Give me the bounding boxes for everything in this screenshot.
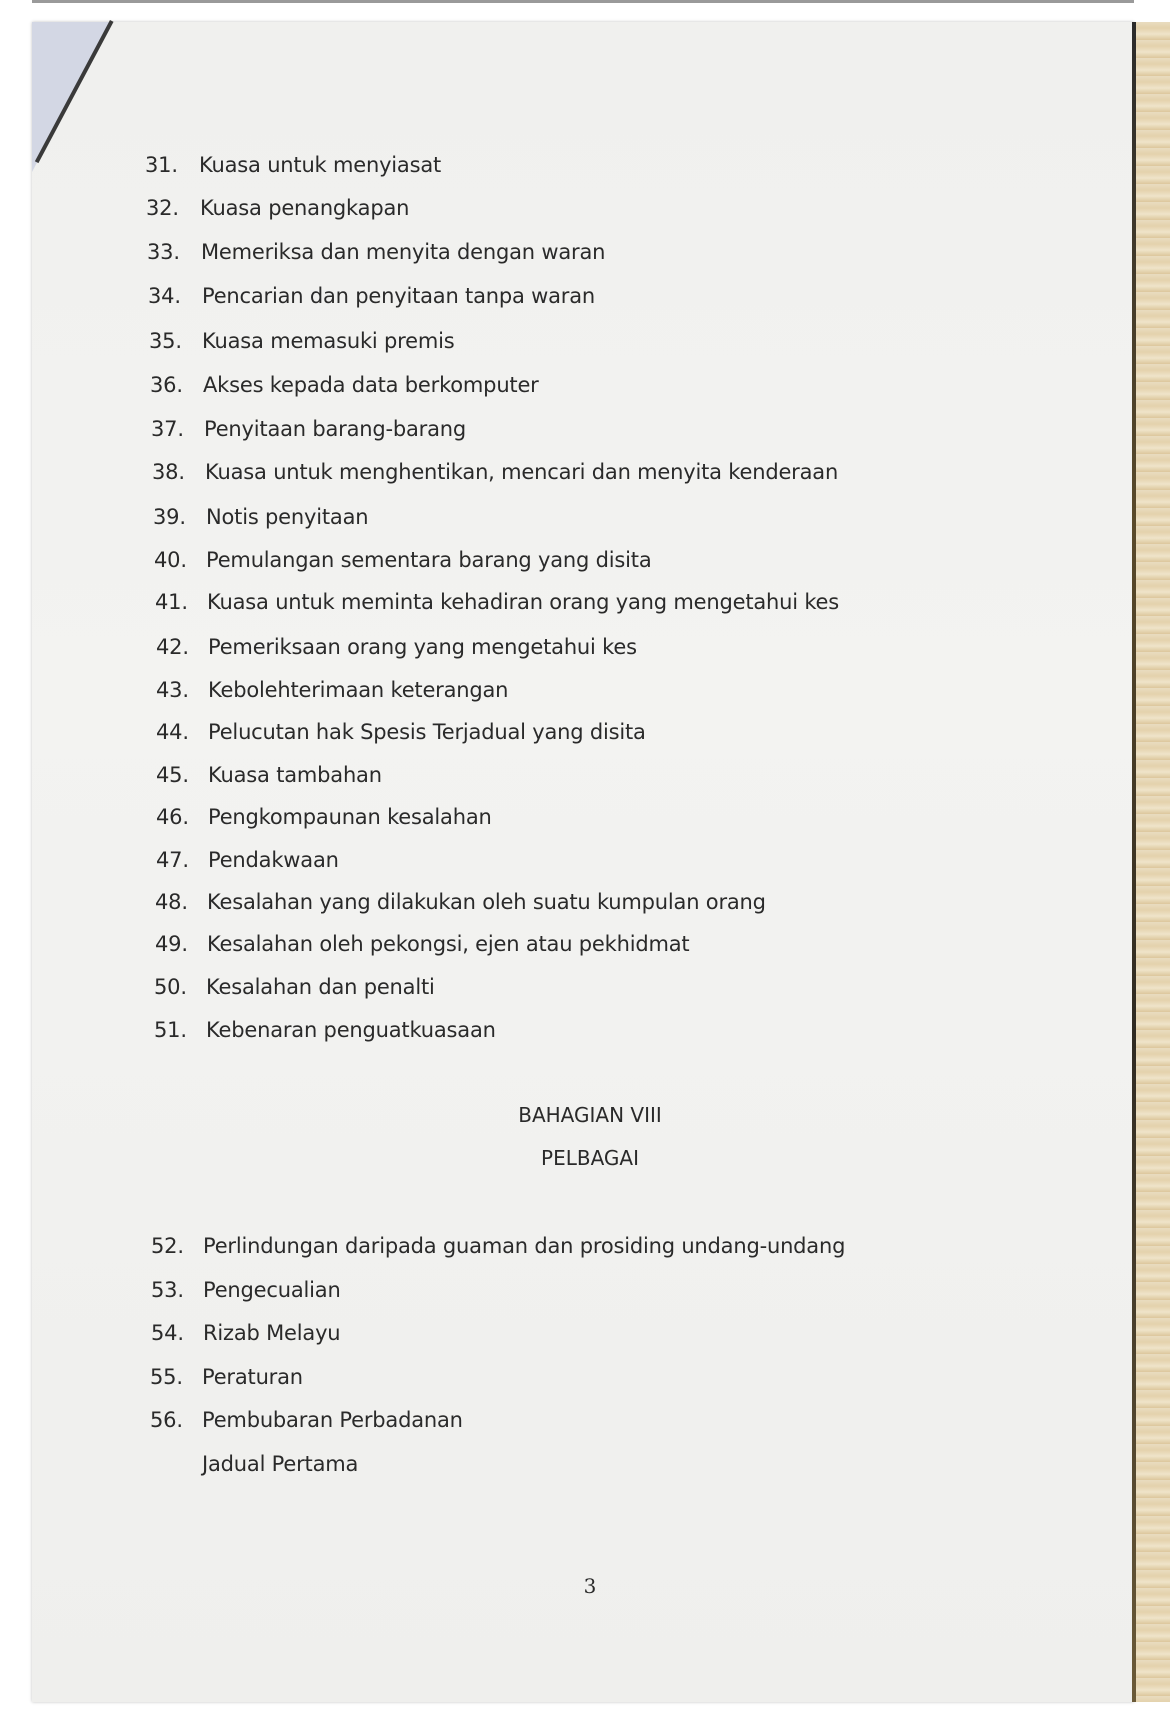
entry-number: 56. [150, 1408, 183, 1432]
entry-number: 51. [154, 1018, 187, 1042]
entry-title: Pencarian dan penyitaan tanpa waran [202, 284, 595, 308]
entry-number: 36. [150, 373, 183, 397]
entry-number: 31. [145, 153, 178, 177]
entry-number: 34. [148, 284, 181, 308]
entry-title: Pemeriksaan orang yang mengetahui kes [208, 635, 637, 659]
entry-title: Kuasa untuk menghentikan, mencari dan menyita kenderaan [205, 460, 839, 484]
entry-title: Pengecualian [203, 1278, 341, 1302]
entry-number: 37. [151, 417, 184, 441]
entry-title: Kuasa untuk meminta kehadiran orang yang mengetahui kes [207, 590, 840, 614]
entry-title: Kuasa penangkapan [200, 196, 410, 220]
entry-title: Perlindungan daripada guaman dan prosiding undang-undang [203, 1234, 846, 1258]
entry-title: Kesalahan dan penalti [206, 975, 435, 999]
entry-number: 49. [155, 932, 188, 956]
entry-title: Memeriksa dan menyita dengan waran [201, 240, 606, 264]
entry-title: Penyitaan barang-barang [204, 417, 467, 441]
entry-number: 41. [155, 590, 188, 614]
entry-number: 44. [156, 720, 189, 744]
entry-number: 32. [146, 196, 179, 220]
entry-title: Rizab Melayu [203, 1321, 341, 1345]
part-title: PELBAGAI [541, 1146, 639, 1170]
entry-title: Pengkompaunan kesalahan [208, 805, 492, 829]
entry-title: Pembubaran Perbadanan [202, 1408, 463, 1432]
entry-title: Pendakwaan [208, 848, 339, 872]
entry-number: 54. [151, 1321, 184, 1345]
entry-number: 35. [149, 329, 182, 353]
entry-number: 50. [154, 975, 187, 999]
entry-title: Kebolehterimaan keterangan [208, 678, 509, 702]
entry-title: Akses kepada data berkomputer [203, 373, 539, 397]
entry-number: 39. [153, 505, 186, 529]
entry-number: 47. [156, 848, 189, 872]
entry-title: Kesalahan oleh pekongsi, ejen atau pekhidmat [207, 932, 690, 956]
entry-title: Kesalahan yang dilakukan oleh suatu kumpulan orang [207, 890, 766, 914]
entry-number: 43. [156, 678, 189, 702]
entry-number: 33. [147, 240, 180, 264]
entry-number: 45. [156, 763, 189, 787]
entry-title: Notis penyitaan [206, 505, 369, 529]
entry-title: Pemulangan sementara barang yang disita [206, 548, 652, 572]
entry-title: Pelucutan hak Spesis Terjadual yang disita [208, 720, 646, 744]
entry-title: Kuasa tambahan [208, 763, 382, 787]
entry-number: 40. [154, 548, 187, 572]
entry-title: Peraturan [202, 1365, 303, 1389]
part-heading: BAHAGIAN VIII [518, 1103, 662, 1127]
entry-title: Kuasa memasuki premis [202, 329, 455, 353]
entry-number: 53. [151, 1278, 184, 1302]
entry-number: 52. [151, 1234, 184, 1258]
entry-number: 48. [155, 890, 188, 914]
entry-number: 42. [156, 635, 189, 659]
entry-number: 38. [152, 460, 185, 484]
entry-number: 55. [150, 1365, 183, 1389]
schedule-title: Jadual Pertama [202, 1452, 359, 1476]
entry-title: Kuasa untuk menyiasat [199, 153, 442, 177]
page-number: 3 [583, 1574, 597, 1598]
entry-number: 46. [156, 805, 189, 829]
entry-title: Kebenaran penguatkuasaan [206, 1018, 496, 1042]
